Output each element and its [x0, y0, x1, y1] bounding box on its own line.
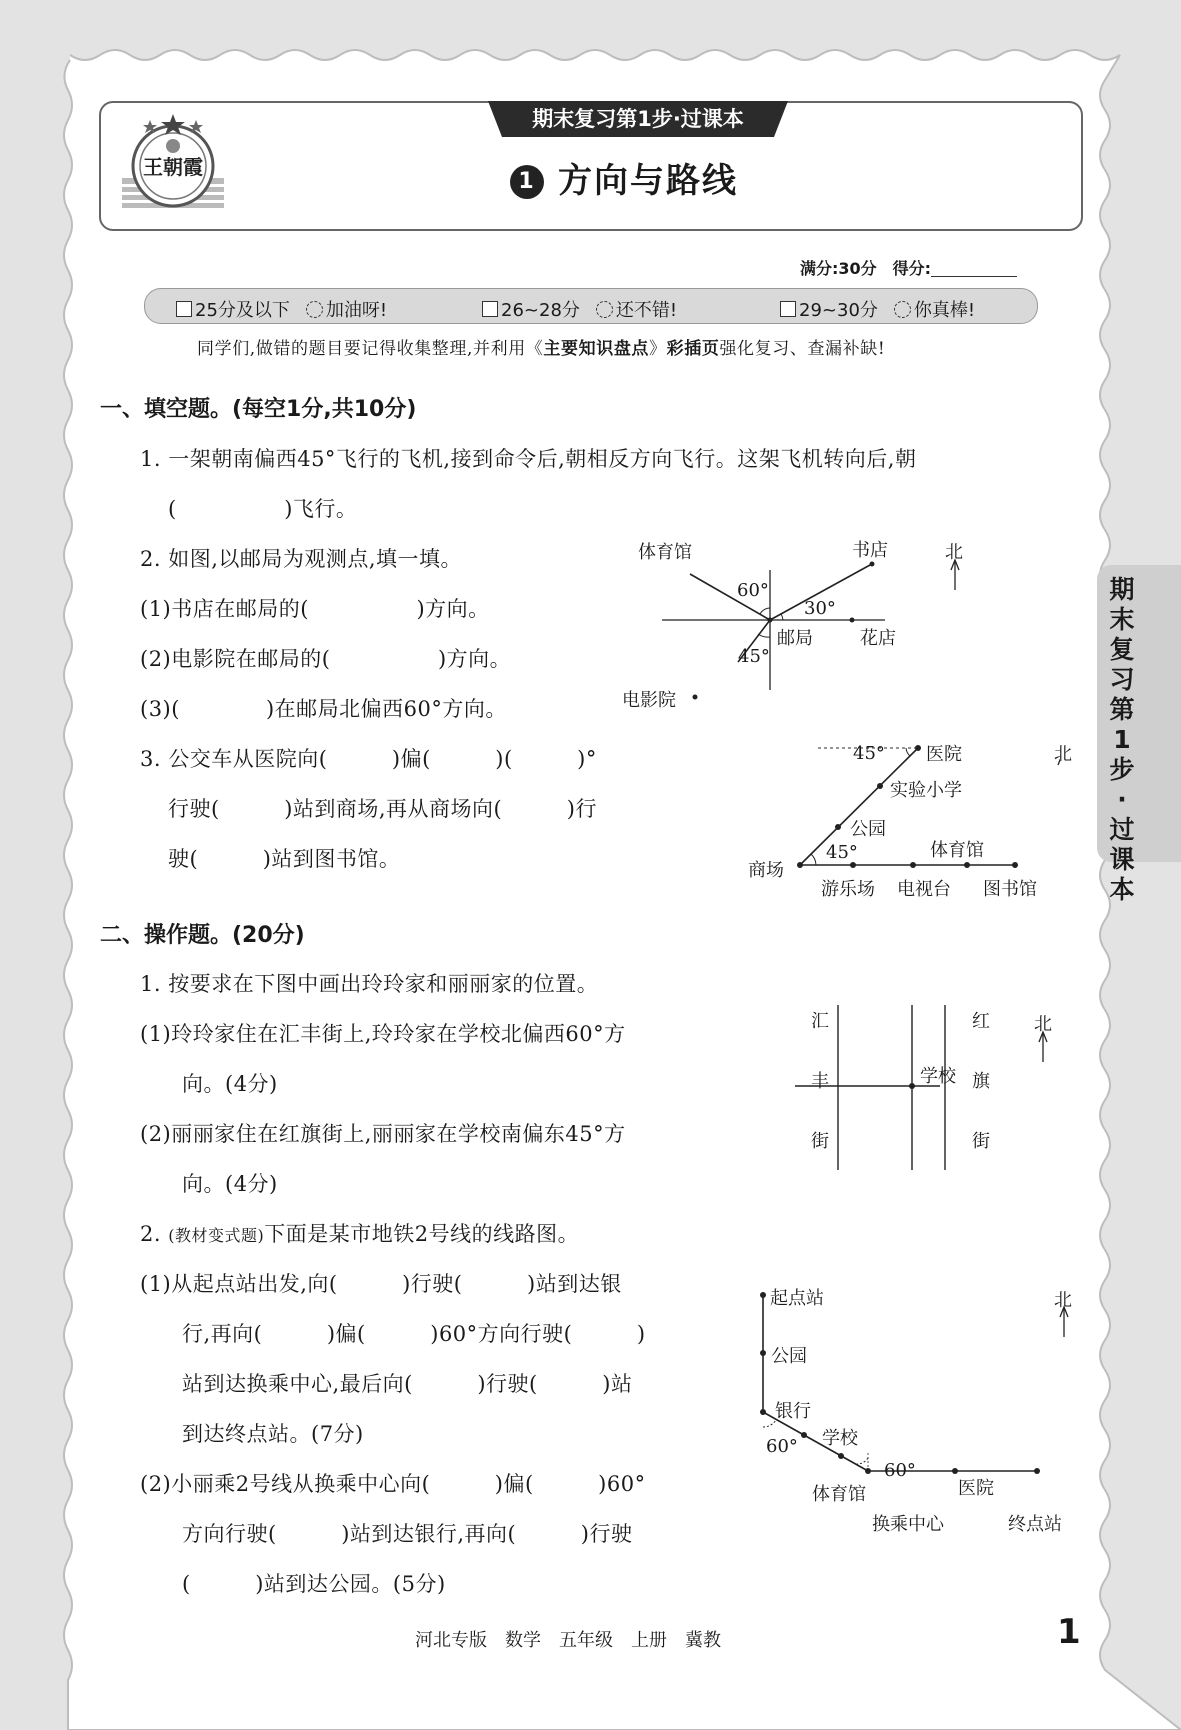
op-question-2-1-line-4: 到达终点站。(7分)	[182, 1422, 364, 1446]
question-3-line-2: 行驶( )站到商场,再从商场向( )行	[168, 797, 597, 821]
label-huifeng-3: 街	[811, 1131, 829, 1152]
level-comment: 你真棒!	[913, 300, 976, 321]
study-tip: 同学们,做错的题目要记得收集整理,并利用《主要知识盘点》彩插页强化复习、查漏补缺!	[197, 339, 886, 359]
label-amusement-park: 游乐场	[821, 879, 875, 900]
label-bank-station: 银行	[775, 1401, 811, 1422]
level-range: 29~30分	[799, 300, 878, 321]
label-hospital-station: 医院	[958, 1478, 994, 1499]
op-question-2-1-line-3: 站到达换乘中心,最后向( )行驶( )站	[182, 1372, 633, 1396]
level-comment: 还不错!	[615, 300, 678, 321]
label-flower-shop: 花店	[860, 628, 896, 649]
label-north-3: 北	[1034, 1014, 1052, 1035]
question-2-2: (2)电影院在邮局的( )方向。	[140, 647, 512, 671]
question-1-line-2: ( )飞行。	[168, 497, 358, 521]
label-angle-60-bank: 60°	[766, 1436, 798, 1457]
label-north-4: 北	[1054, 1290, 1072, 1311]
label-hongqi-2: 旗	[972, 1071, 990, 1092]
label-hongqi-3: 街	[972, 1131, 990, 1152]
label-angle-45-top: 45°	[853, 743, 885, 764]
level-item-3	[780, 296, 975, 322]
level-comment: 加油呀!	[325, 300, 388, 321]
op-question-2-2-line-3: ( )站到达公园。(5分)	[182, 1572, 446, 1596]
level-range: 26~28分	[501, 300, 580, 321]
cinema-point	[691, 693, 699, 701]
score-line	[800, 256, 1017, 279]
question-1-line-1: 1. 一架朝南偏西45°飞行的飞机,接到命令后,朝相反方向飞行。这架飞机转向后,朝	[140, 447, 917, 471]
banner-text: 期末复习第1步·过课本	[532, 107, 744, 131]
question-tag: (教材变式题)	[168, 1226, 265, 1245]
section-1-title: 一、填空题。(每空1分,共10分)	[100, 397, 417, 422]
smile-icon	[306, 301, 323, 318]
level-checkbox[interactable]	[176, 301, 192, 317]
label-angle-60: 60°	[737, 580, 769, 601]
label-park: 公园	[850, 819, 886, 840]
label-school-station: 学校	[822, 1428, 858, 1449]
lesson-number-badge: 1	[510, 165, 544, 199]
label-tv-station: 电视台	[897, 879, 951, 900]
op-question-1-2-line-1: (2)丽丽家住在红旗街上,丽丽家在学校南偏东45°方	[140, 1122, 626, 1146]
label-cinema: 电影院	[622, 690, 676, 711]
label-hongqi-1: 红	[972, 1011, 990, 1032]
question-2-1: (1)书店在邮局的( )方向。	[140, 597, 490, 621]
label-angle-45: 45°	[738, 646, 770, 667]
label-experimental-school: 实验小学	[890, 780, 962, 801]
label-hospital: 医院	[926, 744, 962, 765]
label-angle-30: 30°	[804, 598, 836, 619]
level-item-1	[176, 296, 387, 322]
label-mall: 商场	[748, 860, 784, 881]
op-question-2-1-line-2: 行,再向( )偏( )60°方向行驶( )	[182, 1322, 646, 1346]
label-stadium-2: 体育馆	[930, 840, 984, 861]
label-start-station: 起点站	[770, 1288, 824, 1309]
question-3-line-1: 3. 公交车从医院向( )偏( )( )°	[140, 747, 597, 771]
label-angle-45-bottom: 45°	[826, 842, 858, 863]
op-question-2-2-line-2: 方向行驶( )站到达银行,再向( )行驶	[182, 1522, 633, 1546]
op-question-1-intro: 1. 按要求在下图中画出玲玲家和丽丽家的位置。	[140, 972, 599, 996]
score-answer-blank[interactable]	[931, 260, 1017, 277]
label-stadium: 体育馆	[638, 542, 692, 563]
level-item-2	[482, 296, 677, 322]
smile-icon	[894, 301, 911, 318]
label-huifeng-1: 汇	[811, 1011, 829, 1032]
score-label: 满分:30分 得分:	[800, 259, 932, 278]
page-number: 1	[1057, 1612, 1081, 1652]
label-library: 图书馆	[983, 879, 1037, 900]
diagram-bus-route	[740, 730, 1060, 880]
op-question-1-2-line-2: 向。(4分)	[182, 1172, 278, 1196]
label-huifeng-2: 丰	[811, 1071, 829, 1092]
side-tab-char: 本	[1109, 875, 1135, 904]
question-3-line-3: 驶( )站到图书馆。	[168, 847, 401, 871]
logo-seal-icon	[120, 108, 226, 216]
level-checkbox[interactable]	[780, 301, 796, 317]
logo-text: 王朝霞	[143, 155, 203, 179]
label-stadium-station: 体育馆	[812, 1484, 866, 1505]
label-bookstore: 书店	[852, 540, 888, 561]
label-post-office: 邮局	[777, 628, 813, 649]
op-question-1-1-line-1: (1)玲玲家住在汇丰街上,玲玲家在学校北偏西60°方	[140, 1022, 626, 1046]
level-range: 25分及以下	[195, 300, 290, 321]
label-school: 学校	[920, 1066, 956, 1087]
page-title-text: 方向与路线	[558, 161, 738, 201]
label-terminal-station: 终点站	[1008, 1514, 1062, 1535]
op-question-1-1-line-2: 向。(4分)	[182, 1072, 278, 1096]
op-question-2-text: 下面是某市地铁2号线的线路图。	[264, 1222, 580, 1246]
label-transfer-center: 换乘中心	[872, 1514, 944, 1535]
label-park-station: 公园	[771, 1346, 807, 1367]
label-north: 北	[945, 542, 963, 563]
section-2-title: 二、操作题。(20分)	[100, 923, 305, 948]
page-title	[510, 153, 738, 202]
op-question-2-1-line-1: (1)从起点站出发,向( )行驶( )站到达银	[140, 1272, 622, 1296]
label-north-2: 北	[1054, 744, 1072, 765]
level-checkbox[interactable]	[482, 301, 498, 317]
op-question-2-2-line-1: (2)小丽乘2号线从换乘中心向( )偏( )60°	[140, 1472, 646, 1496]
question-2-intro: 2. 如图,以邮局为观测点,填一填。	[140, 547, 463, 571]
side-tab-text: 期 末 复 习 第 1 步 · 过 课 本	[1105, 575, 1139, 905]
label-angle-60-transfer: 60°	[884, 1460, 916, 1481]
op-question-2-intro: 2. (教材变式题)下面是某市地铁2号线的线路图。	[140, 1222, 580, 1246]
smile-icon	[596, 301, 613, 318]
question-2-3: (3)( )在邮局北偏西60°方向。	[140, 697, 507, 721]
footer-info: 河北专版 数学 五年级 上册 冀教	[415, 1630, 721, 1651]
